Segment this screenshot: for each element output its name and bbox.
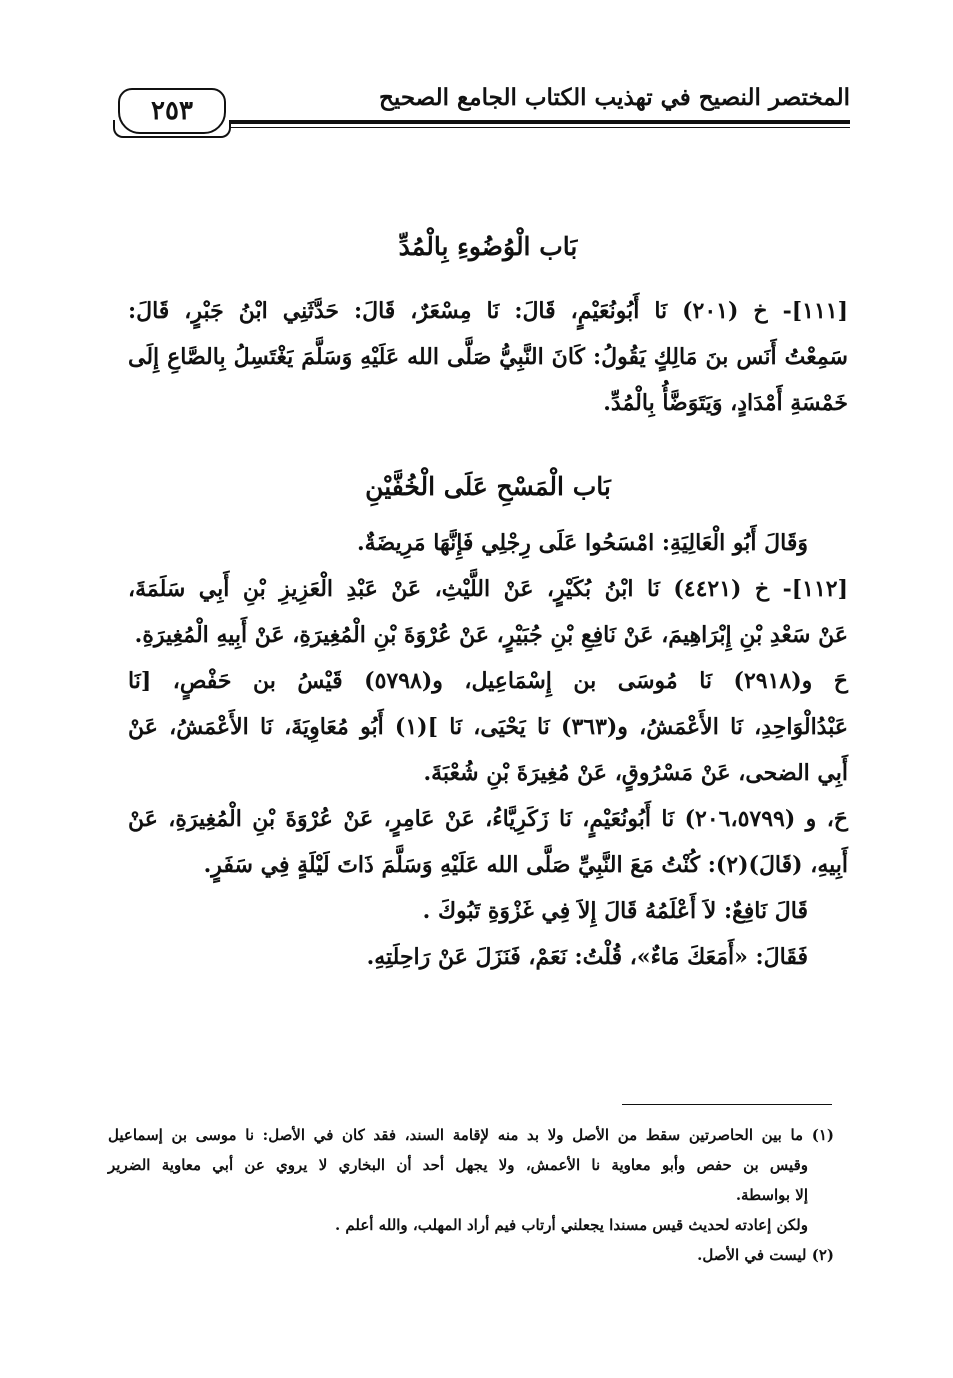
text-line: [١١١]- خ (٢٠١) نَا أَبُونُعَيْمٍ، قَالَ: نَا مِسْعَرٌ، قَالَ: حَدَّثَنِي ابْنُ جَبْرٍ، قَالَ: bbox=[128, 298, 848, 324]
page-number: ٢٥٣ bbox=[151, 96, 193, 126]
text-line: عَبْدُالْوَاحِدِ، نَا الأَعْمَشُ، و(٣٦٣) نَا يَحْيَى، نَا ](١) أَبُو مُعَاوِيَةَ، نَا الأَعْمَشُ، عَنْ bbox=[128, 714, 848, 740]
text-line: قَالَ نَافِعٌ: لاَ أَعْلَمُهُ قَالَ إِلاَ فِي غَزْوَةِ تَبُوكَ . bbox=[422, 898, 808, 924]
header-rule-thin bbox=[230, 127, 850, 128]
text-line: [١١٢]- خ (٤٤٢١) نَا ابْنُ بُكَيْرٍ، عَنْ اللَّيْثِ، عَنْ عَبْدِ الْعَزِيزِ بْنِ أَبِي سَلَمَةَ، bbox=[128, 576, 848, 602]
footnote-line: (١) ما بين الحاصرتين سقط من الأصل ولا بد منه لإقامة السند، فقد كان في الأصل: نا موسى بن إسماعيل bbox=[108, 1126, 834, 1144]
footnote-line: (٢) ليست في الأصل. bbox=[697, 1246, 834, 1264]
running-title: المختصر النصيح في تهذيب الكتاب الجامع الصحيح bbox=[379, 84, 850, 111]
text-line: عَنْ سَعْدِ بْنِ إِبْرَاهِيمَ، عَنْ نَافِعِ بْنِ جُبَيْرٍ، عَنْ عُرْوَةَ بْنِ الْمُغِيرَةِ، عَنْ أَبِيهِ الْمُغِيرَةِ. bbox=[134, 622, 848, 648]
text-line: سَمِعْتُ أَنَس بنَ مَالِكٍ يَقُولُ: كَانَ النَّبِيُّ صَلَّى الله عَلَيْهِ وَسَلَّمَ يَغْتَسِلُ بِالصَّاعِ إِلَى bbox=[128, 344, 848, 370]
text-line: أَبِيهِ، (قَالَ)(٢): كُنْتُ مَعَ النَّبِيِّ صَلَّى الله عَلَيْهِ وَسَلَّمَ ذَاتَ لَيْلَةٍ فِي سَفَرٍ. bbox=[203, 852, 848, 878]
header-rule-thick bbox=[230, 120, 850, 124]
footnotes bbox=[108, 1120, 834, 1270]
text-line: وَقَالَ أَبُو الْعَالِيَةِ: امْسَحُوا عَلَى رِجْلِي فَإِنَّهَا مَرِيضَةٌ. bbox=[357, 530, 808, 556]
section-khuffs-text bbox=[128, 520, 848, 980]
chapter-heading-ablution: بَاب الْوُضُوءِ بِالْمُدِّ bbox=[398, 232, 578, 261]
text-line: حَ، و (٢٠٦،٥٧٩٩) نَا أَبُونُعَيْمٍ، نَا زَكَرِيَّاءُ، عَنْ عَامِرٍ، عَنْ عُرْوَةَ بْنِ الْمُغِيرَةِ، عَنْ bbox=[128, 806, 848, 832]
text-line: فَقَالَ: «أَمَعَكَ مَاءٌ»، قُلْتُ: نَعَمْ، فَنَزَلَ عَنْ رَاحِلَتِهِ. bbox=[366, 944, 808, 970]
chapter-heading-wiping-khuffs: بَاب الْمَسْحِ عَلَى الْخُفَّيْنِ bbox=[365, 472, 611, 501]
footnote-separator bbox=[622, 1104, 832, 1105]
page-number-frame bbox=[118, 88, 226, 134]
text-line: خَمْسَةِ أَمْدَادٍ، وَيَتَوَضَّأُ بِالْمُدِّ. bbox=[603, 390, 848, 416]
text-line: أَبِي الضحى، عَنْ مَسْرُوقٍ، عَنْ مُغِيرَةَ بْنِ شُعْبَةَ. bbox=[423, 760, 848, 786]
page-header bbox=[112, 80, 850, 150]
footnote-line: وقيس بن حفص وأبو معاوية نا الأعمش، ولا يجهل أحد أن البخاري لا يروي عن أبي معاوية الضرير bbox=[108, 1156, 808, 1174]
text-line: حَ و(٢٩١٨) نَا مُوسَى بن إِسْمَاعِيل، و(٥٧٩٨) قَيْسُ بن حَفْصٍ، [نَا bbox=[128, 668, 848, 694]
section-ablution-text bbox=[128, 288, 848, 426]
footnote-line: ولكن إعادته لحديث قيس مسندا يجعلني أرتاب فيم أراد المهلب، والله أعلم . bbox=[334, 1216, 808, 1234]
footnote-line: إلا بواسطة. bbox=[735, 1186, 808, 1204]
